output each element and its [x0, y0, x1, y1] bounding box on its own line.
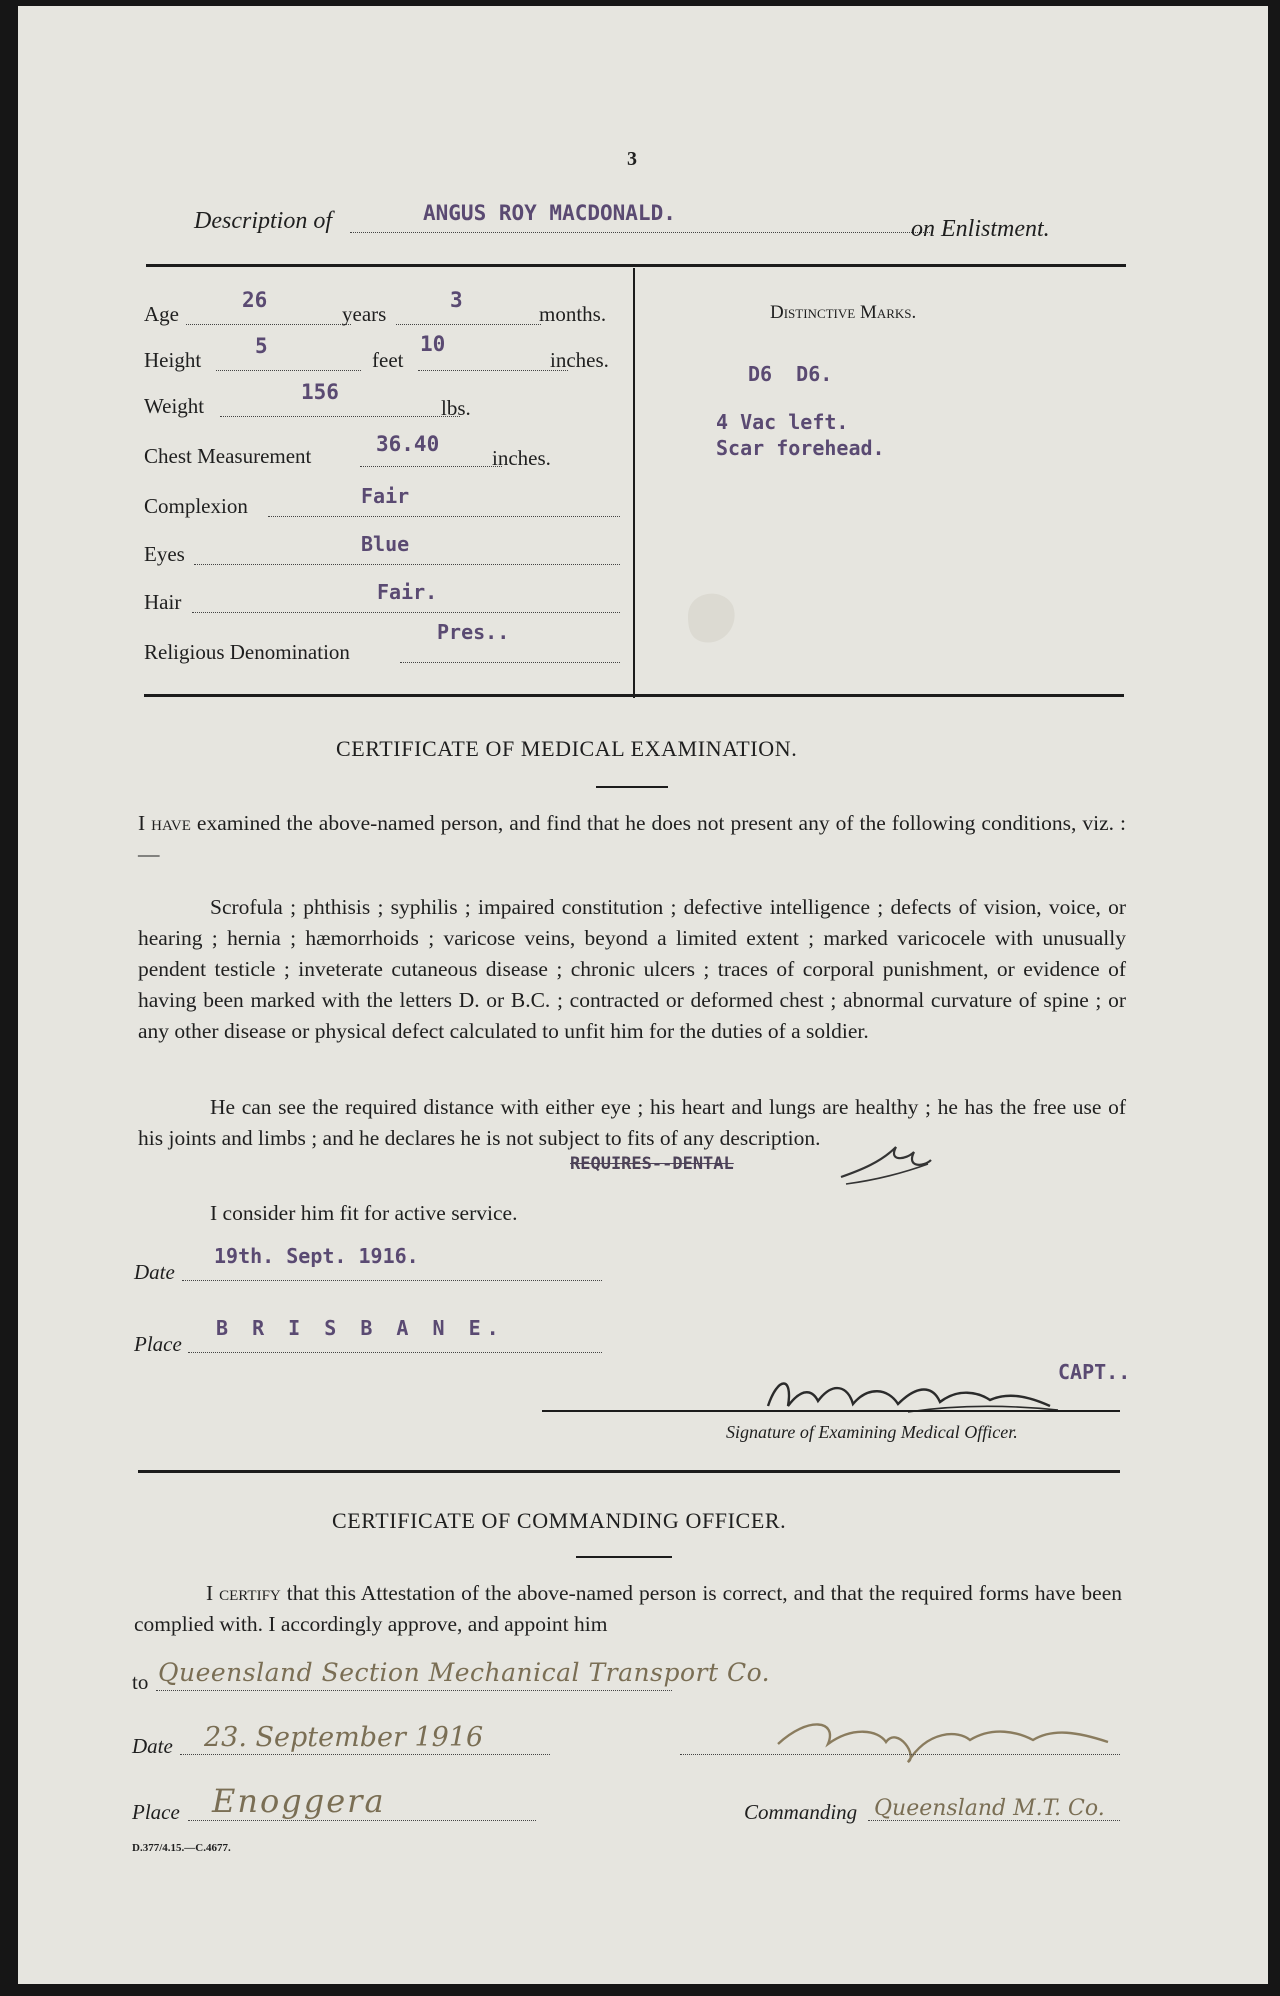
attestation-page — [18, 6, 1268, 1984]
height-feet-label: feet — [372, 348, 404, 372]
commanding-title: CERTIFICATE OF COMMANDING OFFICER. — [332, 1508, 787, 1533]
name-dotted-line — [350, 232, 930, 233]
eyes-label: Eyes — [144, 542, 185, 566]
commanding-officer-signature — [758, 1706, 1118, 1766]
medical-date-line — [182, 1280, 602, 1281]
medical-officer-signature — [758, 1366, 1088, 1426]
commanding-place-label: Place — [132, 1800, 180, 1824]
height-inches-line — [418, 370, 568, 371]
chest-value: 36.40 — [376, 432, 440, 456]
height-label: Height — [144, 348, 202, 372]
weight-unit: lbs. — [441, 396, 471, 420]
description-prefix: Description of — [194, 208, 332, 234]
medical-place-line — [188, 1352, 602, 1353]
religion-line — [400, 662, 620, 663]
complexion-value: Fair — [361, 484, 410, 508]
table-divider — [633, 268, 635, 698]
age-months-value: 3 — [450, 288, 463, 312]
age-years-line — [186, 324, 351, 325]
medical-intro-lead: I have — [138, 811, 191, 835]
commanding-text — [134, 1578, 1122, 1640]
medical-conditions: Scrofula ; phthisis ; syphilis ; impaired constitution ; defective intelligence ; defects of vision, voice, or hearing ; hernia ; hæmorrhoids ; varicose veins, beyond a limited extent ; marked varicocele with unusually pendent testicle ; inveterate cutaneous disease ; chronic ulcers ; traces of corporal punishment, or evidence of having been marked with the letters D. or B.C. ; contracted or deformed chest ; abnormal curvature of spine ; or any other disease or physical defect calculated to unfit him for the duties of a soldier. — [138, 895, 1126, 1043]
distinctive-marks-heading: Distinctive Marks. — [770, 302, 917, 323]
complexion-label: Complexion — [144, 494, 248, 518]
commanding-date-line — [180, 1754, 550, 1755]
commanding-title-rule — [576, 1556, 672, 1558]
eyes-value: Blue — [361, 532, 410, 556]
religion-label: Religious Denomination — [144, 640, 350, 664]
distinctive-mark-2: 4 Vac left. — [716, 410, 849, 434]
chest-label: Chest Measurement — [144, 444, 312, 468]
medical-date-value: 19th. Sept. 1916. — [214, 1244, 419, 1268]
chest-unit: inches. — [492, 446, 551, 470]
appoint-to-label: to — [132, 1670, 149, 1694]
age-label: Age — [144, 302, 179, 326]
fit-statement: I consider him fit for active service. — [210, 1201, 518, 1225]
religion-value: Pres.. — [437, 620, 510, 644]
commanding-place-line — [188, 1820, 536, 1821]
hair-line — [192, 612, 620, 613]
soldier-name: ANGUS ROY MACDONALD. — [423, 201, 676, 225]
chest-line — [360, 466, 502, 467]
medical-sight-text: He can see the required distance with either eye ; his heart and lungs are healthy ; he has the free use of his joints and limbs ; and he declares he is not subject to fits of any description. — [138, 1095, 1126, 1150]
distinctive-mark-3: Scar forehead. — [716, 436, 885, 460]
weight-label: Weight — [144, 394, 205, 418]
commanding-text-body: that this Attestation of the above-named person is correct, and that the required forms have been complied with. I accordingly approve, and appoint him — [134, 1581, 1123, 1636]
weight-line — [220, 416, 460, 417]
medical-place-label: Place — [134, 1332, 182, 1356]
hair-label: Hair — [144, 590, 182, 614]
height-feet-value: 5 — [255, 334, 268, 358]
height-feet-line — [216, 370, 361, 371]
page-number: 3 — [627, 148, 637, 170]
hair-value: Fair. — [377, 580, 438, 604]
height-inches-value: 10 — [420, 332, 446, 356]
height-inches-label: inches. — [550, 348, 609, 372]
medical-date-label: Date — [134, 1260, 175, 1284]
medical-title: CERTIFICATE OF MEDICAL EXAMINATION. — [336, 736, 798, 761]
complexion-line — [268, 516, 620, 517]
table-top-rule — [146, 264, 1126, 267]
commanding-certify-lead: I certify — [206, 1581, 281, 1605]
weight-value: 156 — [301, 380, 339, 404]
commanding-date-label: Date — [132, 1734, 173, 1758]
commanding-signature-line — [680, 1754, 1120, 1755]
age-months-label: months. — [539, 302, 607, 326]
medical-intro-text: examined the above-named person, and find that he does not present any of the following conditions, viz. :— — [138, 811, 1126, 866]
description-suffix: on Enlistment. — [911, 216, 1050, 242]
struck-dental-note: REQUIRES--DENTAL — [570, 1154, 734, 1174]
age-years-value: 26 — [242, 288, 268, 312]
medical-intro — [138, 808, 1126, 870]
medical-signature-caption: Signature of Examining Medical Officer. — [726, 1422, 1018, 1442]
initials-mark — [836, 1132, 936, 1192]
distinctive-mark-1: D6 D6. — [748, 362, 833, 386]
appoint-to-line — [156, 1690, 672, 1691]
section-divider-rule — [138, 1470, 1120, 1473]
appointed-unit: Queensland Section Mechanical Transport Co. — [158, 1658, 771, 1687]
age-years-label: years — [342, 302, 387, 326]
table-bottom-rule — [144, 694, 1124, 697]
medical-place-value: B R I S B A N E. — [216, 1316, 505, 1340]
medical-title-rule — [596, 786, 668, 788]
form-code: D.377/4.15.—C.4677. — [132, 1842, 231, 1854]
medical-officer-rank: CAPT.. — [1058, 1360, 1131, 1384]
faint-stamp-mark — [668, 576, 748, 656]
eyes-line — [194, 564, 620, 565]
age-months-line — [396, 324, 541, 325]
commanding-date-value: 23. September 1916 — [204, 1722, 484, 1753]
commanding-label: Commanding — [744, 1800, 858, 1824]
commanding-unit-value: Queensland M.T. Co. — [874, 1796, 1105, 1821]
medical-signature-line — [542, 1410, 1120, 1412]
commanding-place-value: Enoggera — [212, 1782, 386, 1820]
